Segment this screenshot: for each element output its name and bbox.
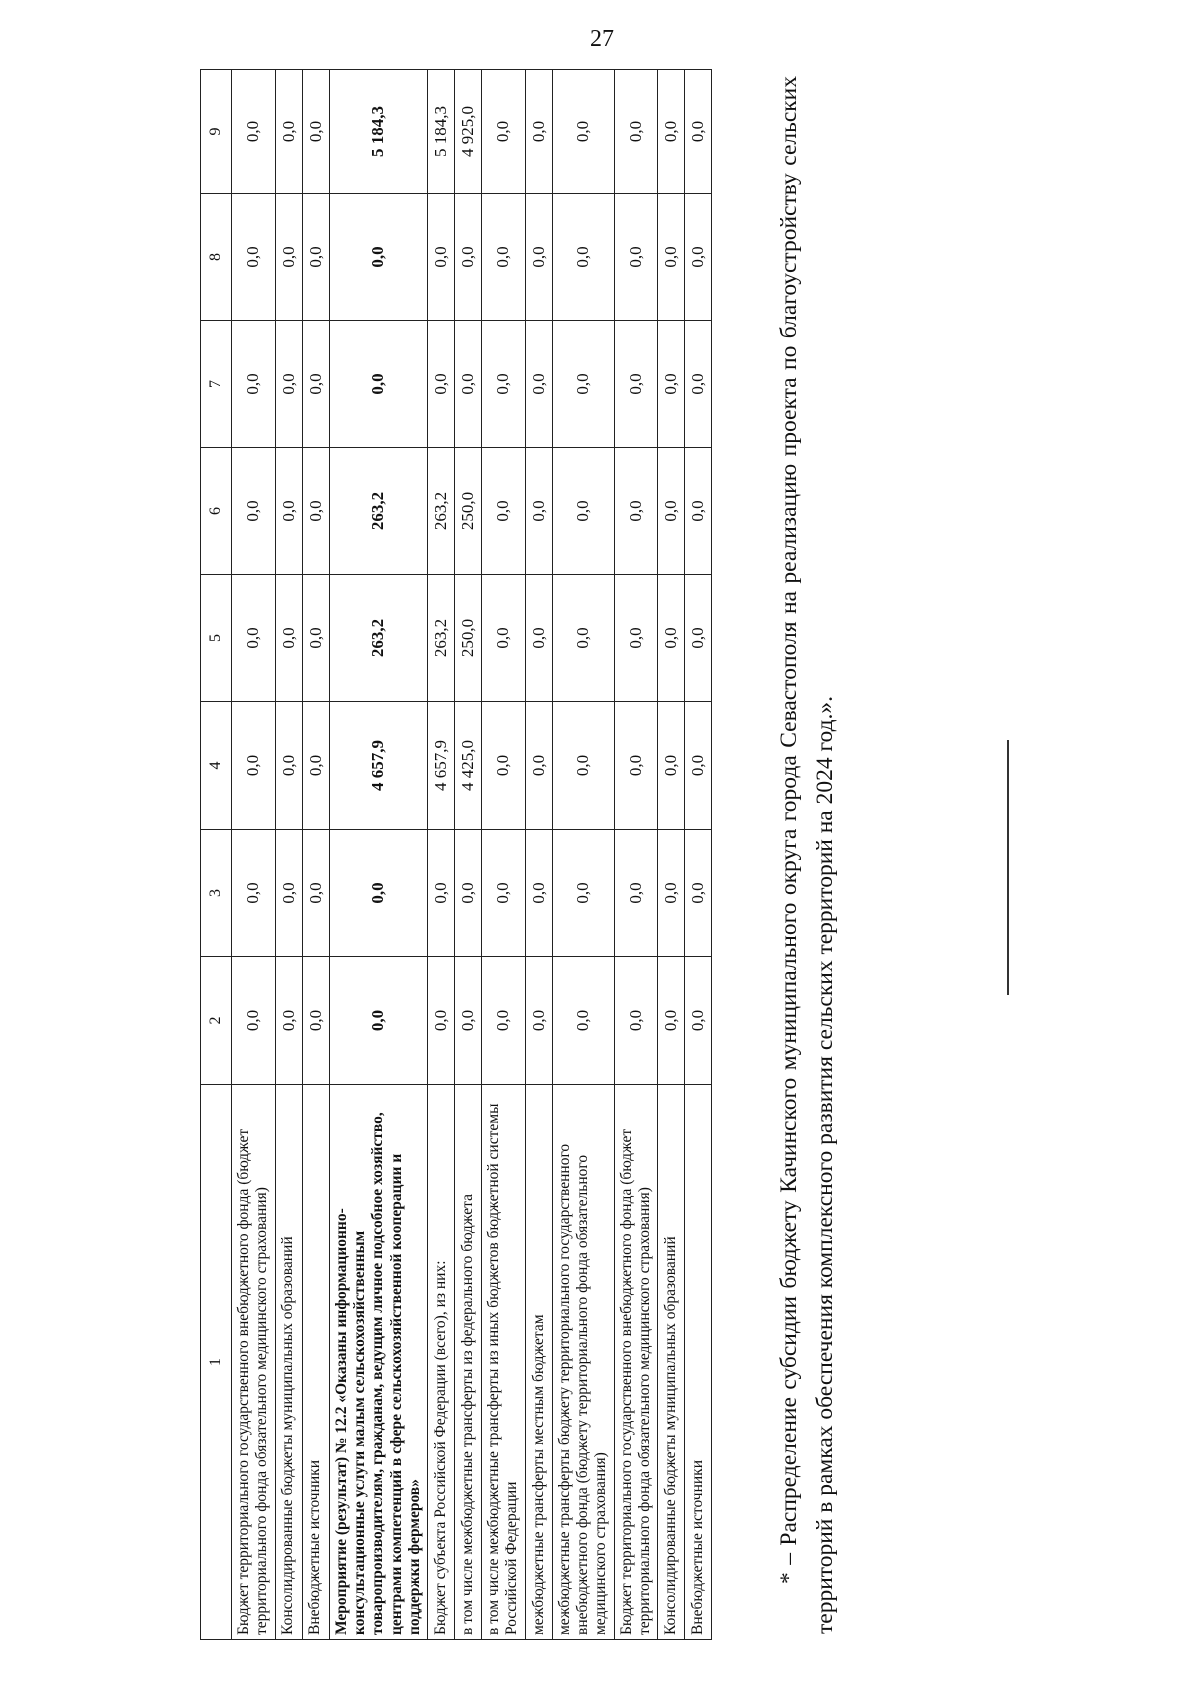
cell-value: 0,0 [658,830,685,957]
cell-value: 0,0 [329,194,427,321]
cell-value: 0,0 [232,321,276,448]
cell-value: 0,0 [525,702,552,830]
cell-value: 0,0 [302,957,329,1085]
cell-value: 0,0 [525,194,552,321]
cell-value: 0,0 [658,575,685,702]
table-row [658,70,685,1640]
cell-value: 250,0 [455,448,482,575]
row-label: Консолидированные бюджеты муниципальных образований [275,1085,302,1640]
cell-value: 0,0 [482,70,526,194]
cell-value: 0,0 [525,448,552,575]
cell-value: 0,0 [482,448,526,575]
row-label: Бюджет субъекта Российской Федерации (всего), из них: [428,1085,455,1640]
page-number: 27 [590,26,614,52]
cell-value: 4 925,0 [455,70,482,194]
footnote [772,70,843,1640]
cell-value: 0,0 [658,70,685,194]
column-header-9: 9 [201,70,232,194]
cell-value: 0,0 [525,830,552,957]
cell-value: 0,0 [302,70,329,194]
column-header-2: 2 [201,957,232,1085]
row-label: Консолидированные бюджеты муниципальных образований [658,1085,685,1640]
column-header-4: 4 [201,702,232,830]
table-row [302,70,329,1640]
cell-value: 0,0 [685,957,712,1085]
cell-value: 0,0 [482,194,526,321]
cell-value: 0,0 [552,702,614,830]
cell-value: 0,0 [525,575,552,702]
cell-value: 0,0 [685,830,712,957]
cell-value: 0,0 [232,194,276,321]
cell-value: 0,0 [302,194,329,321]
table-row [329,70,427,1640]
cell-value: 0,0 [552,957,614,1085]
cell-value: 0,0 [658,321,685,448]
cell-value: 0,0 [428,194,455,321]
cell-value: 0,0 [658,194,685,321]
cell-value: 0,0 [614,448,658,575]
cell-value: 0,0 [275,194,302,321]
cell-value: 0,0 [614,321,658,448]
cell-value: 0,0 [275,702,302,830]
table-row [614,70,658,1640]
footnote-text: * – Распределение субсидии бюджету Качинского муниципального округа города Севастополя на реализацию проекта по благоустройству сельских территорий в рамках обеспечения комплексного развития сельских территорий на 2024 год.». [776,76,838,1634]
separator-line [1007,740,1009,995]
cell-value: 0,0 [232,702,276,830]
table-row [685,70,712,1640]
table-row [275,70,302,1640]
cell-value: 0,0 [275,575,302,702]
cell-value: 0,0 [552,448,614,575]
cell-value: 0,0 [455,321,482,448]
table-row [525,70,552,1640]
budget-table [200,69,712,1640]
row-label: в том числе межбюджетные трансферты из федерального бюджета [455,1085,482,1640]
cell-value: 0,0 [232,830,276,957]
cell-value: 0,0 [482,321,526,448]
cell-value: 0,0 [482,575,526,702]
cell-value: 0,0 [482,830,526,957]
cell-value: 0,0 [302,830,329,957]
cell-value: 0,0 [232,957,276,1085]
cell-value: 0,0 [552,575,614,702]
cell-value: 0,0 [428,321,455,448]
cell-value: 0,0 [329,957,427,1085]
column-header-3: 3 [201,830,232,957]
cell-value: 0,0 [685,448,712,575]
table-row [455,70,482,1640]
cell-value: 5 184,3 [329,70,427,194]
cell-value: 4 657,9 [428,702,455,830]
cell-value: 0,0 [552,830,614,957]
cell-value: 0,0 [275,957,302,1085]
column-header-6: 6 [201,448,232,575]
table-row [482,70,526,1640]
cell-value: 0,0 [482,702,526,830]
cell-value: 0,0 [329,830,427,957]
cell-value: 0,0 [685,575,712,702]
cell-value: 0,0 [232,575,276,702]
table-row [428,70,455,1640]
row-label: Бюджет территориального государственного внебюджетного фонда (бюджет территориального фонда обязательного медицинского страхования) [614,1085,658,1640]
cell-value: 0,0 [455,194,482,321]
table-row [232,70,276,1640]
row-label: в том числе межбюджетные трансферты из иных бюджетов бюджетной системы Российской Федерации [482,1085,526,1640]
cell-value: 0,0 [658,957,685,1085]
cell-value: 263,2 [329,575,427,702]
cell-value: 0,0 [525,70,552,194]
cell-value: 0,0 [302,575,329,702]
cell-value: 0,0 [275,830,302,957]
cell-value: 0,0 [614,830,658,957]
cell-value: 0,0 [302,321,329,448]
table-header-row [201,70,232,1640]
table-body [232,70,712,1640]
column-header-5: 5 [201,575,232,702]
cell-value: 0,0 [302,702,329,830]
cell-value: 0,0 [232,448,276,575]
cell-value: 4 657,9 [329,702,427,830]
row-label: Внебюджетные источники [302,1085,329,1640]
rotated-landscape-content [200,70,980,1640]
cell-value: 0,0 [329,321,427,448]
cell-value: 0,0 [614,702,658,830]
cell-value: 0,0 [658,448,685,575]
row-label: Бюджет территориального государственного внебюджетного фонда (бюджет территориального фонда обязательного медицинского страхования) [232,1085,276,1640]
cell-value: 0,0 [552,70,614,194]
cell-value: 0,0 [428,830,455,957]
cell-value: 263,2 [329,448,427,575]
cell-value: 0,0 [275,448,302,575]
column-header-7: 7 [201,321,232,448]
cell-value: 263,2 [428,575,455,702]
cell-value: 0,0 [275,321,302,448]
cell-value: 0,0 [614,957,658,1085]
cell-value: 0,0 [525,321,552,448]
row-label: Внебюджетные источники [685,1085,712,1640]
row-label: межбюджетные трансферты местным бюджетам [525,1085,552,1640]
column-header-1: 1 [201,1085,232,1640]
cell-value: 0,0 [428,957,455,1085]
cell-value: 0,0 [275,70,302,194]
cell-value: 5 184,3 [428,70,455,194]
cell-value: 0,0 [525,957,552,1085]
table-row [552,70,614,1640]
cell-value: 4 425,0 [455,702,482,830]
cell-value: 0,0 [658,702,685,830]
cell-value: 250,0 [455,575,482,702]
cell-value: 0,0 [685,702,712,830]
cell-value: 0,0 [614,575,658,702]
row-label: межбюджетные трансферты бюджету территориального государственного внебюджетного фонда (бюджету территориального фонда обязательного медицинского страхования) [552,1085,614,1640]
row-label: Мероприятие (результат) № 12.2 «Оказаны информационно-консультационные услуги малым сельскохозяйственным товаропроизводителям, гражданам, ведущим личное подсобное хозяйство, центрами компетенций в сфере сельскохозяйственной кооперации и поддержки фермеров» [329,1085,427,1640]
cell-value: 0,0 [685,194,712,321]
cell-value: 0,0 [302,448,329,575]
cell-value: 0,0 [455,957,482,1085]
cell-value: 263,2 [428,448,455,575]
cell-value: 0,0 [614,70,658,194]
cell-value: 0,0 [685,321,712,448]
cell-value: 0,0 [232,70,276,194]
cell-value: 0,0 [455,830,482,957]
cell-value: 0,0 [482,957,526,1085]
column-header-8: 8 [201,194,232,321]
cell-value: 0,0 [614,194,658,321]
cell-value: 0,0 [552,194,614,321]
cell-value: 0,0 [685,70,712,194]
cell-value: 0,0 [552,321,614,448]
